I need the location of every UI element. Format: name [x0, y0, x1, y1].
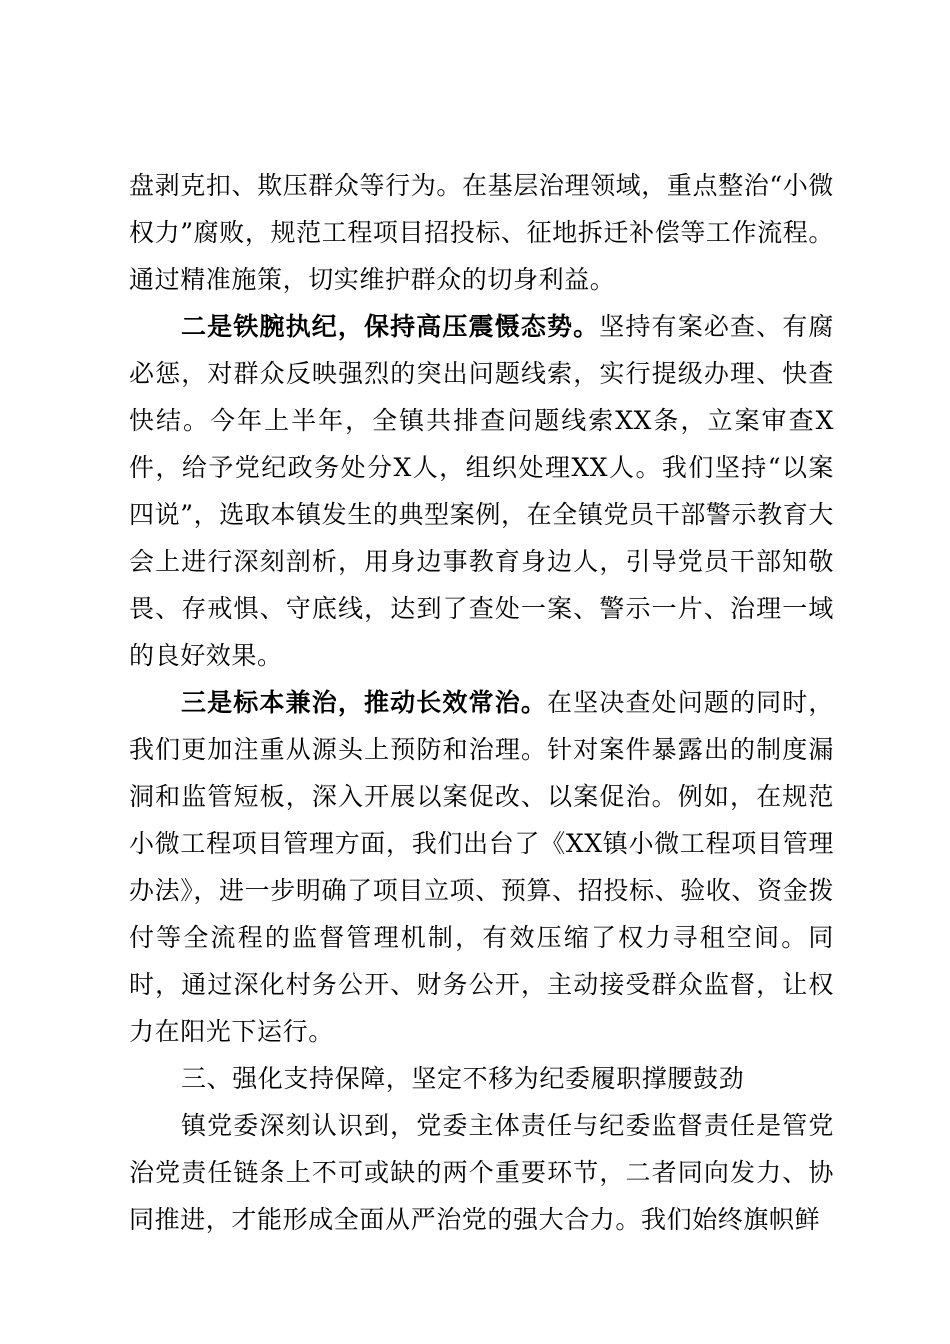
- section-heading: [129, 1055, 834, 1102]
- section-heading-text: 三、强化支持保障，坚定不移为纪委履职撑腰鼓劲: [181, 1064, 745, 1093]
- paragraph-party-committee: [129, 1102, 834, 1243]
- paragraph-lead-heading: 二是铁腕执纪，保持高压震慑态势。: [181, 312, 600, 341]
- paragraph-text: 镇党委深刻认识到，党委主体责任与纪委监督责任是管党治党责任链条上不可或缺的两个重要环节，二者同向发力、协同推进，才能形成全面从严治党的强大合力。我们始终旗帜鲜: [129, 1111, 834, 1234]
- paragraph-continuation: [129, 162, 834, 303]
- paragraph-lead-heading: 三是标本兼治，推动长效常治。: [181, 688, 547, 717]
- paragraph-text: 坚持有案必查、有腐必惩，对群众反映强烈的突出问题线索，实行提级办理、快查快结。今年上半年，全镇共排查问题线索XX条，立案审查X件，给予党纪政务处分X人，组织处理XX人。我们坚持“以案四说”，选取本镇发生的典型案例，在全镇党员干部警示教育大会上进行深刻剖析，用身边事教育身边人，引导党员干部知敬畏、存戒惧、守底线，达到了查处一案、警示一片、治理一域的良好效果。: [129, 312, 834, 670]
- paragraph-root-and-branch: [129, 679, 834, 1055]
- paragraph-iron-discipline: [129, 303, 834, 679]
- paragraph-text: 在坚决查处问题的同时，我们更加注重从源头上预防和治理。针对案件暴露出的制度漏洞和监管短板，深入开展以案促改、以案促治。例如，在规范小微工程项目管理方面，我们出台了《XX镇小微工程项目管理办法》，进一步明确了项目立项、预算、招投标、验收、资金拨付等全流程的监督管理机制，有效压缩了权力寻租空间。同时，通过深化村务公开、财务公开，主动接受群众监督，让权力在阳光下运行。: [129, 688, 834, 1046]
- paragraph-text: 盘剥克扣、欺压群众等行为。在基层治理领域，重点整治“小微权力”腐败，规范工程项目招投标、征地拆迁补偿等工作流程。通过精准施策，切实维护群众的切身利益。: [129, 171, 834, 294]
- document-body: [129, 162, 834, 1243]
